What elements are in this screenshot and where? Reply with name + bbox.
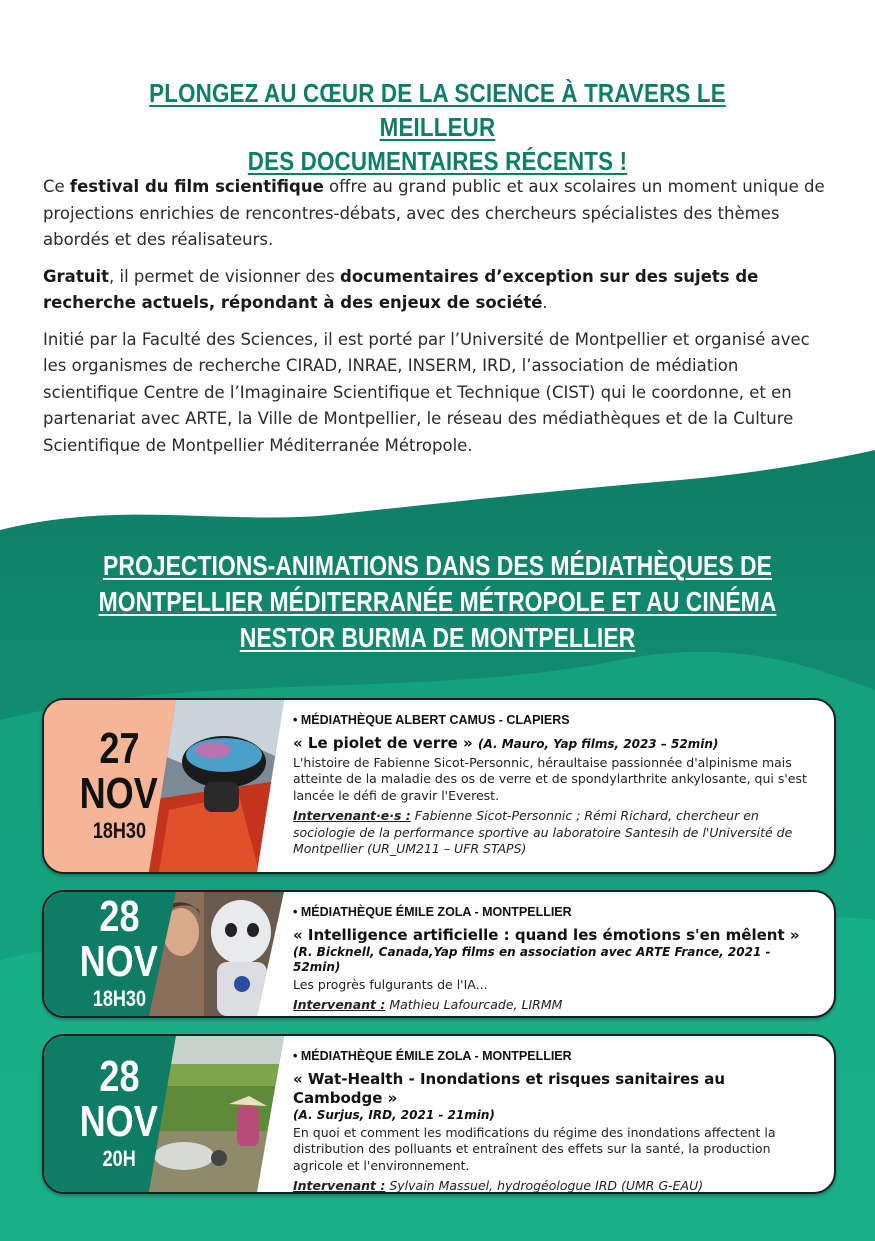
intro-paragraph-1	[43, 174, 838, 254]
event-month: NOV	[79, 769, 159, 818]
speaker-names: Mathieu Lafourcade, LIRMM	[385, 997, 563, 1012]
event-card	[42, 1034, 836, 1194]
event-details	[293, 904, 816, 1014]
event-details	[293, 712, 816, 858]
film-description: L'histoire de Fabienne Sicot-Personnic, héraultaise passionnée d'alpinisme mais atteinte de la maladie des os de verre et de spondylarthrite ankylosante, qui s'est lancée le défi de gravir l'Everest.	[293, 754, 807, 803]
speaker-label: Intervenant·e·s :	[293, 808, 411, 823]
event-day: 28	[98, 1052, 140, 1101]
intro-p2-d: .	[542, 293, 548, 312]
event-venue: • MÉDIATHÈQUE ÉMILE ZOLA - MONTPELLIER	[293, 1049, 572, 1063]
intro-p2-c: documentaires d’exception sur des sujets de recherche actuels, répondant à des enjeux de société	[43, 266, 759, 312]
intro-p1-a: Ce	[43, 177, 70, 196]
intro-text	[43, 174, 838, 469]
event-details	[293, 1048, 816, 1194]
intro-p2-b: , il permet de visionner des	[109, 266, 341, 286]
film-credit: (A. Surjus, IRD, 2021 - 21min)	[293, 1107, 495, 1122]
speaker-names: Sylvain Massuel, hydrogéologue IRD (UMR G-EAU)	[385, 1178, 704, 1193]
intro-p1-c: offre au grand public et aux scolaires un moment unique de projections enrichies de rencontres-débats, avec des chercheurs spécialistes des thèmes abordés et des réalisateurs.	[43, 177, 825, 249]
speaker-label: Intervenant :	[293, 1178, 386, 1193]
intro-paragraph-3: Initié par la Faculté des Sciences, il est porté par l’Université de Montpellier et organisé avec les organismes de recherche CIRAD, INRAE, INSERM, IRD, l’association de médiation scientifique Centre de l’Imaginaire Scientifique et Technique (CIST) qui le coordonne, et en partenariat avec ARTE, la Ville de Montpellier, le réseau des médiathèques et de la Culture Scientifique de Montpellier Méditerranée Métropole.	[43, 329, 810, 455]
speaker-label: Intervenant :	[293, 997, 386, 1012]
event-speakers	[293, 808, 816, 858]
page-title-line2: DES DOCUMENTAIRES RÉCENTS !	[247, 146, 628, 176]
section-title-line2: MONTPELLIER MÉDITERRANÉE MÉTROPOLE ET AU CINÉMA	[98, 586, 777, 617]
event-day: 27	[98, 724, 140, 773]
section-title-line3: NESTOR BURMA DE MONTPELLIER	[239, 622, 636, 653]
film-title: « Le piolet de verre »	[293, 733, 473, 752]
intro-p2-a: Gratuit	[43, 266, 109, 286]
film-description: En quoi et comment les modifications du régime des inondations affectent la distribution des polluants et entraînent des effets sur la santé, la production agricole et l'environnement.	[293, 1124, 776, 1173]
section-title-line1: PROJECTIONS-ANIMATIONS DANS DES MÉDIATHÈQUES DE	[103, 550, 772, 581]
intro-p1-b: festival du film scientifique	[69, 177, 324, 196]
event-time: 18H30	[92, 818, 146, 843]
section-title	[95, 548, 780, 656]
event-time: 20H	[102, 1146, 136, 1171]
event-month: NOV	[79, 937, 159, 986]
event-card	[42, 890, 836, 1018]
event-venue: • MÉDIATHÈQUE ÉMILE ZOLA - MONTPELLIER	[293, 905, 572, 919]
film-credit: (A. Mauro, Yap films, 2023 – 52min)	[477, 736, 719, 751]
film-description: Les progrès fulgurants de l'IA...	[293, 976, 488, 992]
event-speakers	[293, 1178, 816, 1194]
film-credit: (R. Bicknell, Canada,Yap films en association avec ARTE France, 2021 - 52min)	[293, 944, 771, 974]
intro-paragraph-2	[43, 264, 838, 317]
film-title: « Wat-Health - Inondations et risques sanitaires au Cambodge »	[293, 1069, 726, 1107]
event-time: 18H30	[92, 986, 146, 1011]
film-title: « Intelligence artificielle : quand les émotions s'en mêlent »	[293, 925, 800, 944]
speaker-names: Fabienne Sicot-Personnic ; Rémi Richard, chercheur en sociologie de la performance sportive au laboratoire Santesih de l'Université de Montpellier (UR_UM211 – UFR STAPS)	[293, 808, 793, 856]
event-day: 28	[98, 892, 140, 941]
page-title-line1: PLONGEZ AU CŒUR DE LA SCIENCE À TRAVERS LE MEILLEUR	[149, 78, 726, 142]
page-title	[96, 76, 780, 178]
event-venue: • MÉDIATHÈQUE ALBERT CAMUS - CLAPIERS	[293, 713, 570, 727]
event-speakers	[293, 997, 816, 1014]
event-card	[42, 698, 836, 874]
event-month: NOV	[79, 1097, 159, 1146]
event-film	[293, 734, 816, 753]
